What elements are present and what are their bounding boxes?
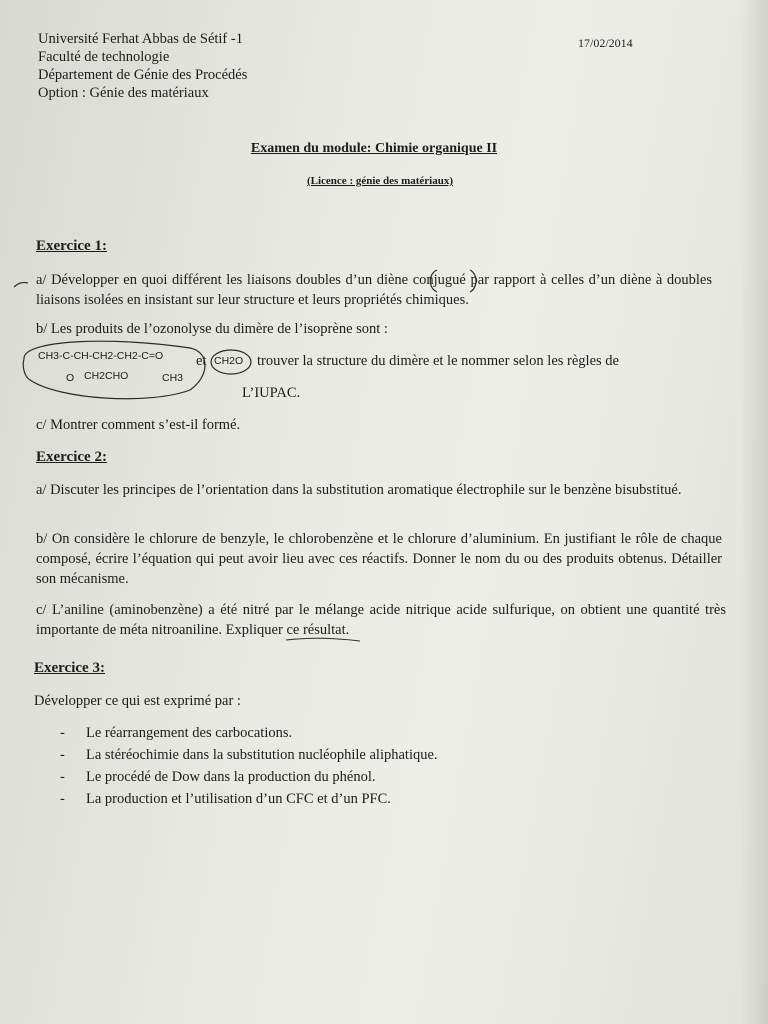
- option-name: Option : Génie des matériaux: [38, 85, 209, 101]
- underline-pen-mark: [286, 638, 360, 641]
- exercise-3-heading: Exercice 3:: [34, 660, 105, 676]
- exercise-2-question-a: a/ Discuter les principes de l’orientation dans la substitution aromatique électrophile sur le benzène bisubstitué.: [36, 482, 682, 498]
- exercise-1-question-a: a/ Développer en quoi différent les liaisons doubles d’un diène conjugué par rapport à celles d’un diène à doubles liaisons isolées en insistant sur leur structure et leurs propriétés chimiques.: [36, 272, 712, 308]
- exercise-2-question-c: c/ L’aniline (aminobenzène) a été nitré par le mélange acide nitrique acide sulfurique, on obtient une quantité très importante de méta nitroaniline. Expliquer ce résultat.: [36, 602, 726, 638]
- exercise-2-question-b: b/ On considère le chlorure de benzyle, le chlorobenzène et le chlorure d’aluminium. En justifiant le rôle de chaque composé, écrire l’équation qui peut avoir lieu avec ces réactifs. Donner le nom du ou des produits obtenus. Détailler son mécanisme.: [36, 531, 722, 587]
- exercise-2-heading: Exercice 2:: [36, 449, 107, 465]
- university-name: Université Ferhat Abbas de Sétif -1: [38, 31, 243, 47]
- bullet-dash: -: [60, 791, 65, 807]
- diene-bracket-right: [470, 270, 476, 292]
- exam-date: 17/02/2014: [578, 36, 633, 50]
- department-name: Département de Génie des Procédés: [38, 67, 248, 83]
- exam-subtitle: (Licence : génie des matériaux): [306, 175, 453, 187]
- bullet-dash: -: [60, 747, 65, 763]
- ozonolysis-product-ch2cho: CH2CHO: [84, 370, 129, 382]
- exam-title: Examen du module: Chimie organique II: [250, 141, 498, 156]
- list-item: - Le procédé de Dow dans la production du phénol.: [60, 766, 438, 788]
- ozonolysis-product-oxygen: O: [66, 372, 75, 384]
- diene-bracket-left: [430, 270, 437, 292]
- ozonolysis-product-formula: CH3-C-CH-CH2-CH2-C=O: [38, 350, 164, 362]
- ozonolysis-product-ch3: CH3: [162, 372, 184, 384]
- exercise-1-iupac: L’IUPAC.: [242, 385, 301, 401]
- list-item: - La production et l’utilisation d’un CFC et d’un PFC.: [60, 788, 438, 810]
- bullet-dash: -: [60, 725, 65, 741]
- formula-circle-mark: [23, 341, 205, 399]
- faculty-name: Faculté de technologie: [38, 49, 170, 65]
- exercise-3-intro: Développer ce qui est exprimé par :: [34, 693, 241, 709]
- exercise-1-et: et: [196, 353, 207, 369]
- exercise-1-question-c: c/ Montrer comment s’est-il formé.: [36, 417, 241, 433]
- exercise-1-heading: Exercice 1:: [36, 238, 107, 254]
- exercise-1-question-b-rest: trouver la structure du dimère et le nommer selon les règles de: [257, 353, 619, 369]
- list-item: - La stéréochimie dans la substitution nucléophile aliphatique.: [60, 744, 438, 766]
- margin-pen-mark: [14, 283, 28, 288]
- ch2o-circle-mark: [211, 350, 251, 374]
- formaldehyde-formula: CH2O: [214, 355, 244, 367]
- list-item: - Le réarrangement des carbocations.: [60, 722, 438, 744]
- bullet-dash: -: [60, 769, 65, 785]
- exercise-1-question-b-intro: b/ Les produits de l’ozonolyse du dimère de l’isoprène sont :: [36, 321, 388, 337]
